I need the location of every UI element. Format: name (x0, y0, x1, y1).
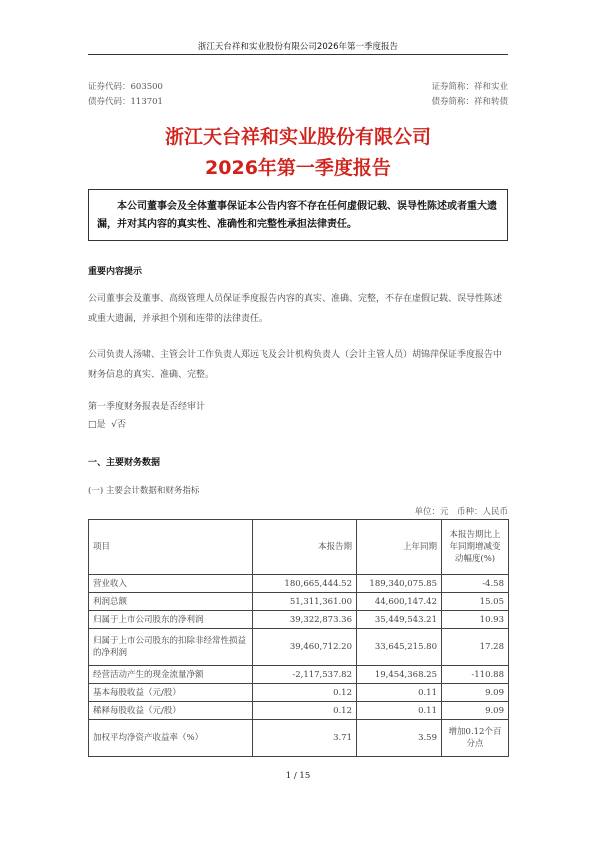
row-current: 180,665,444.52 (253, 575, 357, 593)
row-current: 0.12 (253, 702, 357, 720)
row-label: 经营活动产生的现金流量净额 (89, 666, 253, 684)
important-paragraph-2: 公司负责人汤啸、主管会计工作负责人郑远飞及会计机构负责人（会计主管人员）胡锦萍保证季度报告中财务信息的真实、准确、完整。 (88, 350, 503, 380)
important-paragraph-1: 公司董事会及董事、高级管理人员保证季度报告内容的真实、准确、完整，不存在虚假记载、误导性陈述或重大遗漏，并承担个别和连带的法律责任。 (88, 294, 503, 324)
row-prior: 33,645,215.80 (357, 629, 442, 666)
header-rule (88, 54, 508, 55)
row-current: 39,460,712.20 (253, 629, 357, 666)
unit-currency-line: 单位：元 币种：人民币 (414, 507, 508, 517)
table-row (89, 611, 509, 629)
row-prior: 44,600,147.42 (357, 593, 442, 611)
table-header-row (89, 520, 509, 575)
row-change: -4.58 (442, 575, 509, 593)
row-prior: 19,454,368.25 (357, 666, 442, 684)
section1-heading: 一、主要财务数据 (88, 458, 161, 468)
row-current: 39,322,873.36 (253, 611, 357, 629)
board-guarantee-notice: 本公司董事会及全体董事保证本公告内容不存在任何虚假记载、误导性陈述或者重大遗漏，并对其内容的真实性、准确性和完整性承担法律责任。 (88, 189, 508, 241)
section1-subheading: (一) 主要会计数据和财务指标 (88, 486, 200, 496)
row-prior: 35,449,543.21 (357, 611, 442, 629)
header-prior-period: 上年同期 (357, 520, 442, 575)
table-row (89, 629, 509, 666)
row-label: 营业收入 (89, 575, 253, 593)
row-change: 增加0.12个百分点 (442, 720, 509, 757)
row-prior: 0.11 (357, 684, 442, 702)
row-label: 利润总额 (89, 593, 253, 611)
header-current-period: 本报告期 (253, 520, 357, 575)
audit-yes-option: □是 (88, 420, 106, 430)
row-label: 归属于上市公司股东的净利润 (89, 611, 253, 629)
row-prior: 3.59 (357, 720, 442, 757)
bond-abbreviation: 债券简称：祥和转债 (431, 97, 508, 107)
row-current: 0.12 (253, 684, 357, 702)
table-row (89, 720, 509, 757)
row-label: 基本每股收益（元/股） (89, 684, 253, 702)
important-heading: 重要内容提示 (88, 267, 143, 277)
row-current: 51,311,361.00 (253, 593, 357, 611)
running-header: 浙江天台祥和实业股份有限公司2026年第一季度报告 (197, 42, 399, 52)
audit-no-option: √否 (111, 420, 126, 430)
row-change: 9.09 (442, 684, 509, 702)
row-label: 稀释每股收益（元/股） (89, 702, 253, 720)
header-change-pct: 本报告期比上年同期增减变动幅度(%) (442, 520, 509, 575)
audit-answer (88, 415, 508, 435)
row-change: 17.28 (442, 629, 509, 666)
row-prior: 0.11 (357, 702, 442, 720)
report-title: 2026年第一季度报告 (205, 157, 391, 179)
row-change: -110.88 (442, 666, 509, 684)
row-change: 9.09 (442, 702, 509, 720)
audit-question: 第一季度财务报表是否经审计 (88, 402, 206, 412)
table-row (89, 684, 509, 702)
security-codes (88, 80, 508, 110)
table-row (89, 575, 509, 593)
stock-abbreviation: 证券简称：祥和实业 (431, 82, 508, 92)
row-current: 3.71 (253, 720, 357, 757)
bond-code: 债券代码：113701 (88, 97, 163, 107)
table-row (89, 666, 509, 684)
row-change: 15.05 (442, 593, 509, 611)
row-label: 归属于上市公司股东的扣除非经常性损益的净利润 (89, 629, 253, 666)
page-number: 1 / 15 (285, 771, 311, 781)
table-row (89, 702, 509, 720)
company-title: 浙江天台祥和实业股份有限公司 (164, 126, 431, 148)
financial-indicators-table (88, 519, 509, 757)
stock-code: 证券代码：603500 (88, 82, 163, 92)
table-row (89, 593, 509, 611)
row-prior: 189,340,075.85 (357, 575, 442, 593)
row-current: -2,117,537.82 (253, 666, 357, 684)
row-label: 加权平均净资产收益率（%） (89, 720, 253, 757)
header-item: 项目 (89, 520, 253, 575)
row-change: 10.93 (442, 611, 509, 629)
